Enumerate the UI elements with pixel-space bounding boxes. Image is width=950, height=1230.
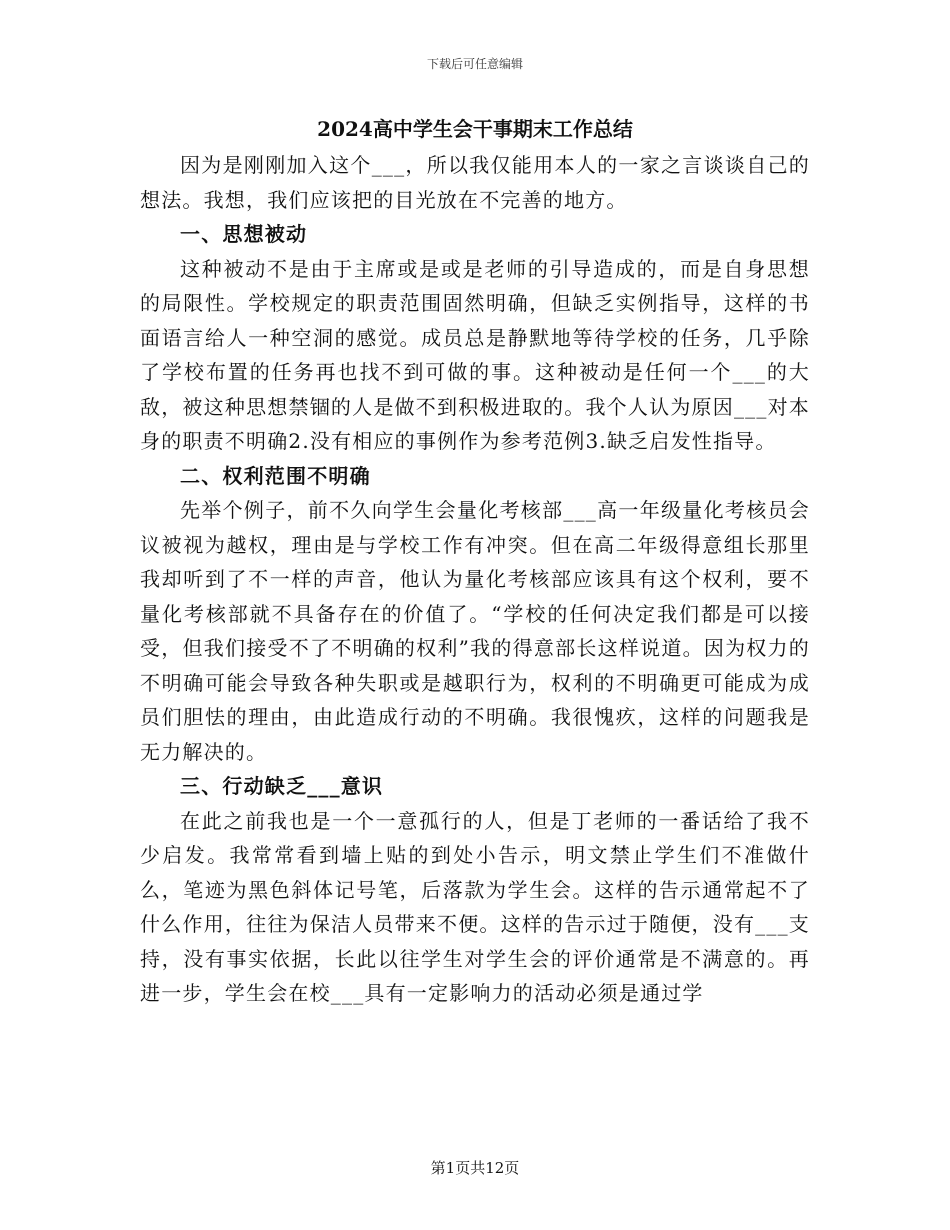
section-paragraph-1: 这种被动不是由于主席或是或是老师的引导造成的，而是自身思想的局限性。学校规定的职责范围固然明确，但缺乏实例指导，这样的书面语言给人一种空洞的感觉。成员总是静默地等待学校的任务，几乎除了学校布置的任务再也找不到可做的事。这种被动是任何一个___的大敌，被这种思想禁锢的人是做不到积极进取的。我个人认为原因___对本身的职责不明确2.没有相应的事例作为参考范例3.缺乏启发性指导。 — [140, 256, 810, 453]
section-heading-2: 二、权利范围不明确 — [180, 463, 371, 488]
page-title: 2024高中学生会干事期末工作总结 — [317, 117, 633, 141]
document-body — [140, 148, 810, 1011]
section-heading-3: 三、行动缺乏___意识 — [180, 774, 384, 798]
section-paragraph-2: 先举个例子，前不久向学生会量化考核部___高一年级量化考核员会议被视为越权，理由是与学校工作有冲突。但在高二年级得意组长那里我却听到了不一样的声音，他认为量化考核部应该具有这个权利，要不量化考核部就不具备存在的价值了。“学校的任何决定我们都是可以接受，但我们接受不了不明确的权利”我的得意部长这样说道。因为权力的不明确可能会导致各种失职或是越职行为，权利的不明确更可能成为成员们胆怯的理由，由此造成行动的不明确。我很愧疚，这样的问题我是无力解决的。 — [140, 498, 810, 764]
page-number: 第1页共12页 — [430, 1159, 520, 1177]
header-note: 下载后可任意编辑 — [426, 57, 523, 71]
section-paragraph-3: 在此之前我也是一个一意孤行的人，但是丁老师的一番话给了我不少启发。我常常看到墙上贴的到处小告示，明文禁止学生们不准做什么，笔迹为黑色斜体记号笔，后落款为学生会。这样的告示通常起不了什么作用，往往为保洁人员带来不便。这样的告示过于随便，没有___支持，没有事实依据，长此以往学生对学生会的评价通常是不满意的。再进一步，学生会在校___具有一定影响力的活动必须是通过学 — [140, 808, 810, 1005]
section-heading-1: 一、思想被动 — [180, 222, 308, 246]
intro-paragraph: 因为是刚刚加入这个___，所以我仅能用本人的一家之言谈谈自己的想法。我想，我们应该把的目光放在不完善的地方。 — [140, 153, 810, 212]
